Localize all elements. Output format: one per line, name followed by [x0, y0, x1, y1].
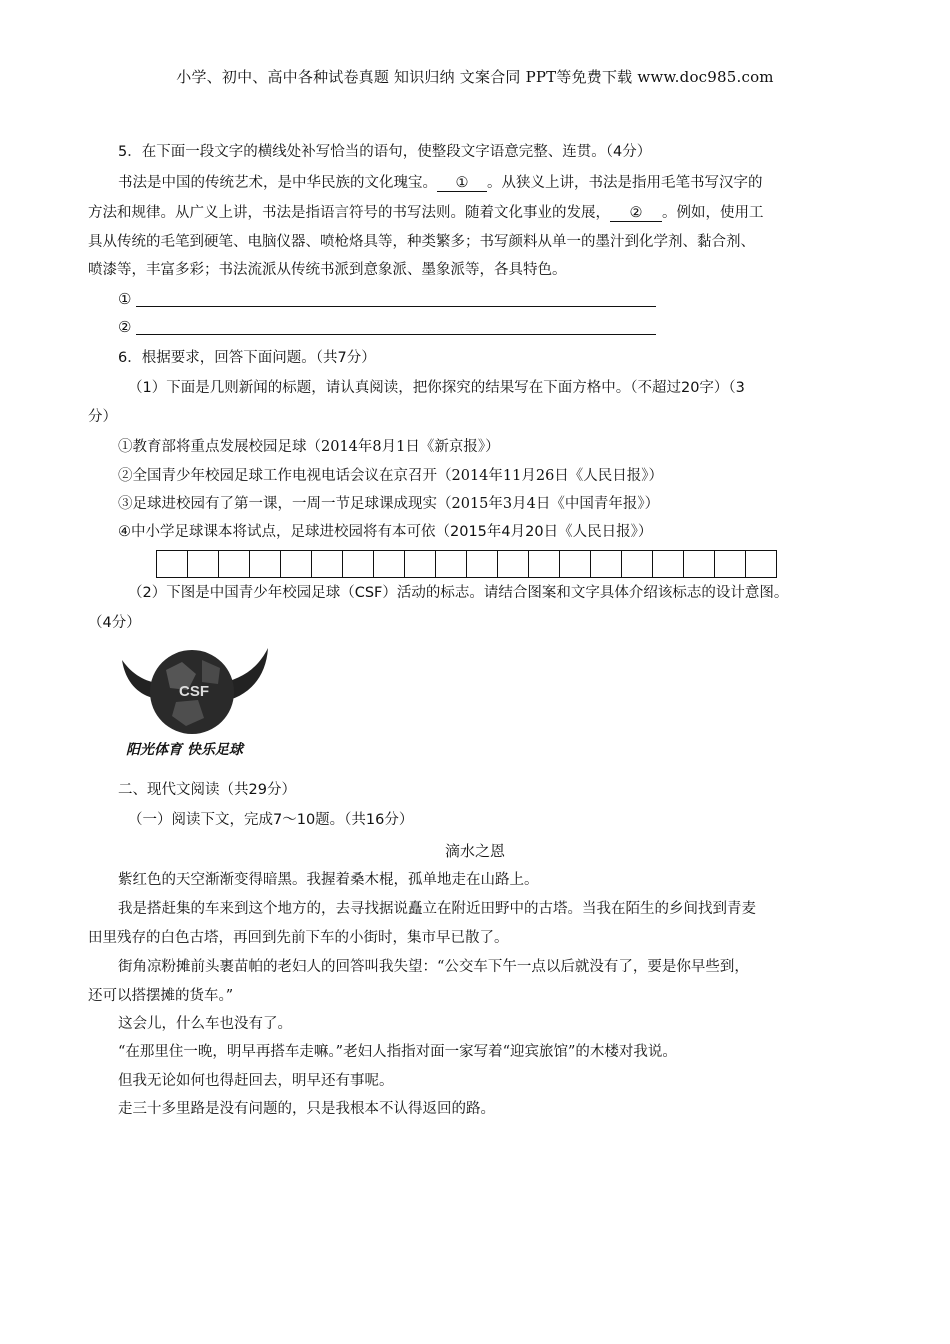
article-para-3-cont: 还可以搭摆摊的货车。” — [88, 988, 234, 1004]
article-para-2: 我是搭赶集的车来到这个地方的，去寻找据说矗立在附近田野中的古塔。当我在陌生的乡间找到青麦 — [118, 901, 756, 917]
answer-grid-cell[interactable] — [436, 550, 467, 578]
article-para-7: 走三十多里路是没有问题的，只是我根本不认得返回的路。 — [118, 1101, 495, 1117]
answer-grid-cell[interactable] — [405, 550, 436, 578]
news-headline-4: ④中小学足球课本将试点，足球进校园将有本可依（2015年4月20日《人民日报》） — [118, 524, 653, 540]
page-header: 小学、初中、高中各种试卷真题 知识归纳 文案合同 PPT等免费下载 www.doc985.com — [176, 68, 774, 86]
answer-grid-cell[interactable] — [188, 550, 219, 578]
answer-grid-cell[interactable] — [653, 550, 684, 578]
answer-grid-cell[interactable] — [219, 550, 250, 578]
answer-grid-cell[interactable] — [560, 550, 591, 578]
q5-para-line4: 喷漆等，丰富多彩；书法流派从传统书派到意象派、墨象派等，各具特色。 — [88, 262, 567, 278]
answer-grid-cell[interactable] — [281, 550, 312, 578]
answer-grid[interactable] — [156, 550, 777, 578]
answer-grid-cell[interactable] — [312, 550, 343, 578]
answer-grid-cell[interactable] — [746, 550, 777, 578]
article-para-1: 紫红色的天空渐渐变得暗黑。我握着桑木棍，孤单地走在山路上。 — [118, 872, 539, 888]
article-title: 滴水之恩 — [444, 842, 505, 860]
q6-sub1-stem-cont: 分） — [88, 409, 117, 425]
section-2-sub: （一）阅读下文，完成7～10题。（共16分） — [128, 812, 414, 828]
q5-blank-2: ② — [610, 205, 662, 222]
csf-logo-graphic — [116, 640, 281, 768]
q5-para-line2 — [88, 203, 764, 223]
q5-answer-2-line[interactable] — [136, 333, 656, 335]
article-para-5: “在那里住一晚，明早再搭车走嘛。”老妇人指指对面一家写着“迎宾旅馆”的木楼对我说。 — [118, 1044, 677, 1060]
q5-text: 。从狭义上讲，书法是指用毛笔书写汉字的 — [487, 175, 763, 191]
answer-grid-cell[interactable] — [715, 550, 746, 578]
csf-logo — [116, 640, 281, 768]
q5-stem: 5．在下面一段文字的横线处补写恰当的语句，使整段文字语意完整、连贯。（4分） — [118, 144, 652, 160]
article-para-2-cont: 田里残存的白色古塔，再回到先前下车的小街时，集市早已散了。 — [88, 930, 509, 946]
q5-text: 书法是中国的传统艺术，是中华民族的文化瑰宝。 — [118, 175, 437, 191]
answer-grid-cell[interactable] — [529, 550, 560, 578]
q6-sub2-stem-cont: （4分） — [88, 615, 141, 631]
answer-grid-cell[interactable] — [498, 550, 529, 578]
article-para-6: 但我无论如何也得赶回去，明早还有事呢。 — [118, 1073, 394, 1089]
q5-answer-1-label: ① — [118, 290, 132, 308]
answer-grid-cell[interactable] — [343, 550, 374, 578]
answer-grid-cell[interactable] — [684, 550, 715, 578]
q6-sub2-stem: （2）下图是中国青少年校园足球（CSF）活动的标志。请结合图案和文字具体介绍该标志的设计意图。 — [128, 585, 789, 601]
q5-answer-1-line[interactable] — [136, 305, 656, 307]
section-2-heading: 二、现代文阅读（共29分） — [118, 782, 296, 798]
q6-stem: 6．根据要求，回答下面问题。（共7分） — [118, 350, 376, 366]
logo-csf-text: CSF — [179, 683, 209, 700]
article-para-4: 这会儿，什么车也没有了。 — [118, 1016, 292, 1032]
news-headline-1: ①教育部将重点发展校园足球（2014年8月1日《新京报》） — [118, 439, 500, 455]
answer-grid-cell[interactable] — [157, 550, 188, 578]
answer-grid-cell[interactable] — [467, 550, 498, 578]
article-para-3: 街角凉粉摊前头裹苗帕的老妇人的回答叫我失望：“公交车下午一点以后就没有了，要是你早些到， — [118, 959, 749, 975]
answer-grid-cell[interactable] — [374, 550, 405, 578]
q5-para-line3: 具从传统的毛笔到硬笔、电脑仪器、喷枪烙具等，种类繁多；书写颜料从单一的墨汁到化学剂、黏合剂、 — [88, 234, 755, 250]
q6-sub1-stem: （1）下面是几则新闻的标题，请认真阅读，把你探究的结果写在下面方格中。（不超过20字）（3 — [128, 380, 745, 396]
q5-text: 。例如，使用工 — [662, 205, 764, 221]
answer-grid-cell[interactable] — [622, 550, 653, 578]
q5-para-line1 — [118, 173, 763, 193]
news-headline-3: ③足球进校园有了第一课，一周一节足球课成现实（2015年3月4日《中国青年报》） — [118, 496, 660, 512]
news-headline-2: ②全国青少年校园足球工作电视电话会议在京召开（2014年11月26日《人民日报》） — [118, 468, 664, 484]
answer-grid-cell[interactable] — [591, 550, 622, 578]
q5-answer-2-label: ② — [118, 318, 132, 336]
q5-text: 方法和规律。从广义上讲，书法是指语言符号的书写法则。随着文化事业的发展， — [88, 205, 610, 221]
logo-slogan: 阳光体育 快乐足球 — [126, 742, 243, 758]
answer-grid-cell[interactable] — [250, 550, 281, 578]
q5-blank-1: ① — [437, 175, 487, 192]
